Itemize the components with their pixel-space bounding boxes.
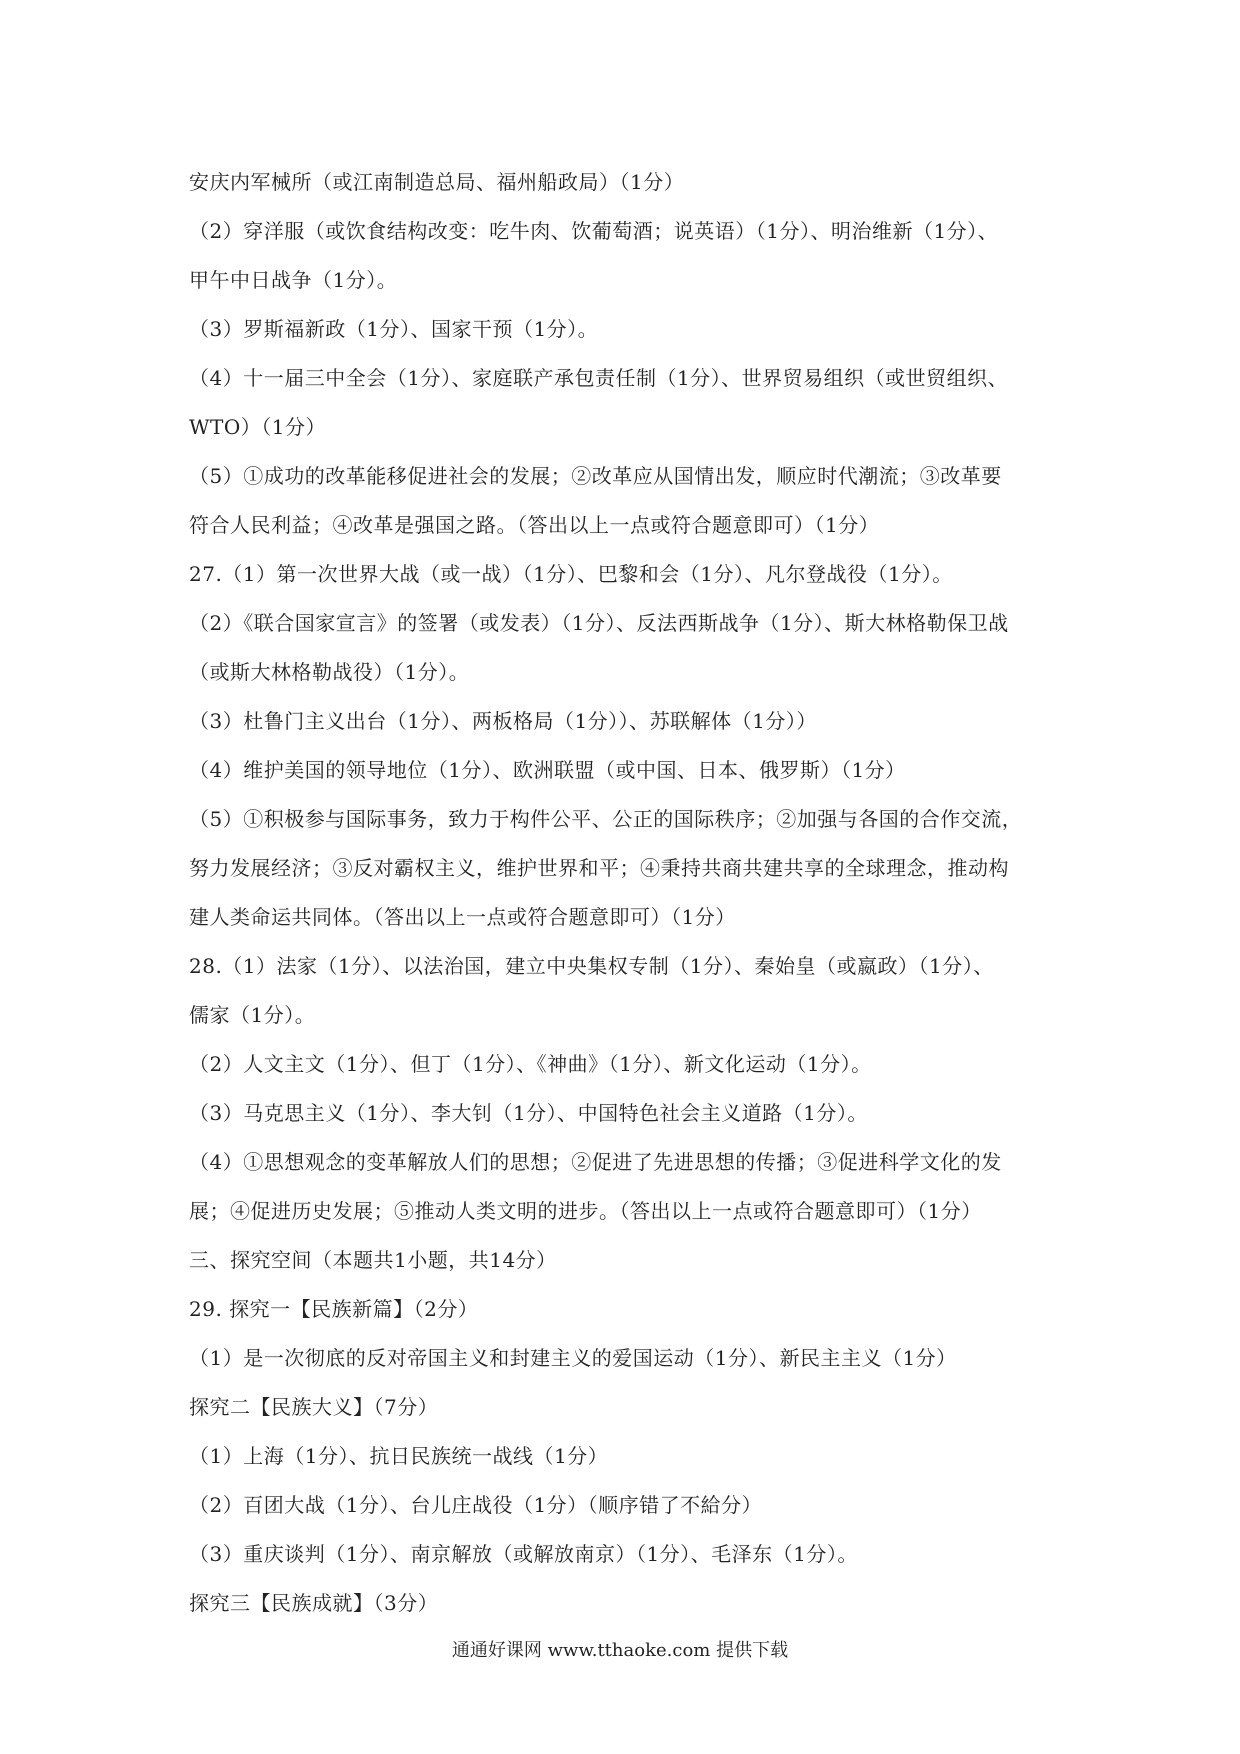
answer-text-body (189, 158, 1069, 1628)
text-line: （2）《联合国家宣言》的签署（或发表）（1分）、反法西斯战争（1分）、斯大林格勒保卫战 (189, 611, 1009, 635)
text-line: WTO）（1分） (189, 415, 327, 439)
text-line: （3）马克思主义（1分）、李大钊（1分）、中国特色社会主义道路（1分）。 (189, 1101, 868, 1125)
text-line: 符合人民利益；④改革是强国之路。（答出以上一点或符合题意即可）（1分） (189, 513, 880, 537)
text-line: （1）上海（1分）、抗日民族统一战线（1分） (189, 1444, 609, 1468)
text-line: （5）①成功的改革能移促进社会的发展；②改革应从国情出发，顺应时代潮流；③改革要 (189, 464, 1002, 488)
page-footer: 通通好课网 www.tthaoke.com 提供下载 (451, 1640, 789, 1661)
text-line: （2）百团大战（1分）、台儿庄战役（1分）（顺序错了不給分） (189, 1493, 763, 1517)
text-line: （4）维护美国的领导地位（1分）、欧洲联盟（或中国、日本、俄罗斯）（1分） (189, 758, 906, 782)
section-heading: 三、探究空间（本题共1小题，共14分） (189, 1248, 557, 1272)
text-line: 努力发展经济；③反对霸权主义，维护世界和平；④秉持共商共建共享的全球理念，推动构 (189, 856, 1009, 880)
text-line: 建人类命运共同体。（答出以上一点或符合题意即可）（1分） (189, 905, 736, 929)
text-line: 展；④促进历史发展；⑤推动人类文明的进步。（答出以上一点或符合题意即可）（1分） (189, 1199, 982, 1223)
text-line: （或斯大林格勒战役）（1分）。 (189, 660, 470, 684)
text-line: （3）重庆谈判（1分）、南京解放（或解放南京）（1分）、毛泽东（1分）。 (189, 1542, 858, 1566)
text-line: （1）是一次彻底的反对帝国主义和封建主义的爱国运动（1分）、新民主主义（1分） (189, 1346, 957, 1370)
question-27-line: 27.（1）第一次世界大战（或一战）（1分）、巴黎和会（1分）、凡尔登战役（1分）。 (189, 562, 953, 586)
text-line: （3）杜鲁门主义出台（1分）、两板格局（1分））、苏联解体（1分）） (189, 709, 817, 733)
text-line: 儒家（1分）。 (189, 1003, 316, 1027)
question-28-line: 28.（1）法家（1分）、以法治国，建立中央集权专制（1分）、秦始皇（或嬴政）（1分）、 (189, 954, 994, 978)
subsection-heading: 探究三【民族成就】（3分） (189, 1591, 439, 1615)
text-line: （4）①思想观念的变革解放人们的思想；②促进了先进思想的传播；③促进科学文化的发 (189, 1150, 1002, 1174)
text-line: （2）穿洋服（或饮食结构改变：吃牛肉、饮葡萄酒；说英语）（1分）、明治维新（1分）、 (189, 219, 999, 243)
text-line: 甲午中日战争（1分）。 (189, 268, 398, 292)
text-line: （5）①积极参与国际事务，致力于构件公平、公正的国际秩序；②加强与各国的合作交流， (189, 807, 1023, 831)
question-29-line: 29. 探究一【民族新篇】（2分） (189, 1297, 479, 1321)
text-line: （4）十一届三中全会（1分）、家庭联产承包责任制（1分）、世界贸易组织（或世贸组织、 (189, 366, 1009, 390)
text-line: 安庆内军械所（或江南制造总局、福州船政局）（1分） (189, 170, 685, 194)
text-line: （2）人文主文（1分）、但丁（1分）、《神曲》（1分）、新文化运动（1分）。 (189, 1052, 872, 1076)
text-line: （3）罗斯福新政（1分）、国家干预（1分）。 (189, 317, 599, 341)
subsection-heading: 探究二【民族大义】（7分） (189, 1395, 439, 1419)
